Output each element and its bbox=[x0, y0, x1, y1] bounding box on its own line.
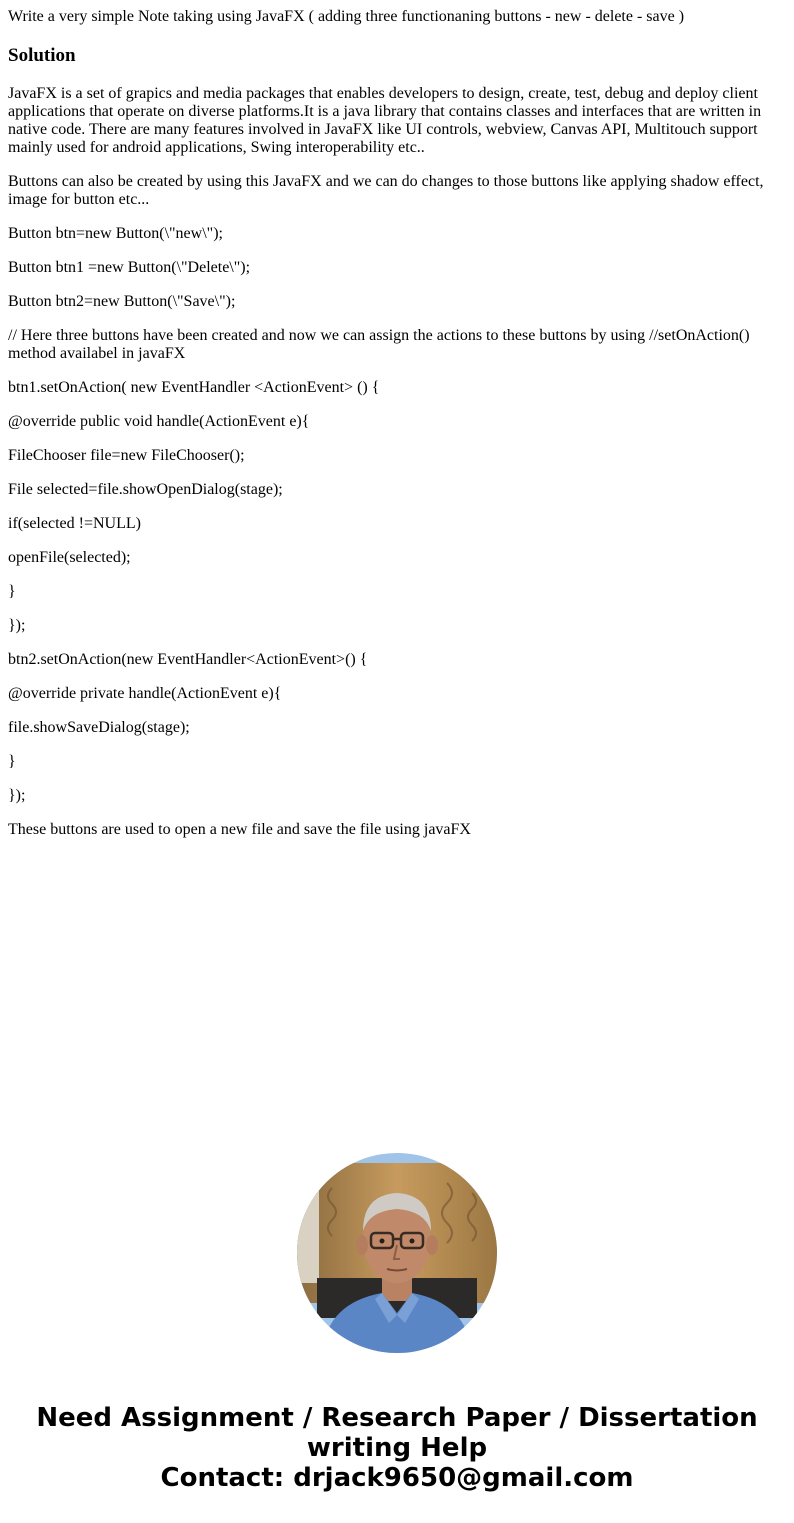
question-text: Write a very simple Note taking using JavaFX ( adding three functionaning buttons - new - delete - save ) bbox=[8, 8, 685, 25]
code-line: }); bbox=[8, 787, 26, 804]
code-line: Button btn2=new Button(\"Save\"); bbox=[8, 293, 236, 310]
paragraph: Buttons can also be created by using this JavaFX and we can do changes to those buttons like applying shadow effect, image for button etc... bbox=[8, 173, 764, 208]
promo-line: Need Assignment / Research Paper / Dissertation bbox=[36, 1403, 758, 1433]
code-line: btn1.setOnAction( new EventHandler <ActionEvent> () { bbox=[8, 379, 380, 396]
code-line: Button btn1 =new Button(\"Delete\"); bbox=[8, 259, 251, 276]
code-line: }); bbox=[8, 617, 26, 634]
code-comment: // Here three buttons have been created and now we can assign the actions to these buttons by using //setOnAction() method availabel in javaFX bbox=[8, 327, 750, 362]
paragraph: JavaFX is a set of grapics and media packages that enables developers to design, create, test, debug and deploy client applications that operate on diverse platforms.It is a java library that contains classes and interfaces that are written in native code. There are many features involved in JavaFX like UI controls, webview, Canvas API, Multitouch support mainly used for android applications, Swing interoperability etc.. bbox=[8, 85, 762, 156]
code-line: } bbox=[8, 753, 16, 770]
code-line: } bbox=[8, 583, 16, 600]
code-line: btn2.setOnAction(new EventHandler<ActionEvent>() { bbox=[8, 651, 368, 668]
solution-heading: Solution bbox=[8, 45, 76, 66]
person-portrait-icon bbox=[297, 1153, 497, 1353]
code-line: File selected=file.showOpenDialog(stage); bbox=[8, 481, 283, 498]
code-line: @override private handle(ActionEvent e){ bbox=[8, 685, 282, 702]
promo-contact: Contact: drjack9650@gmail.com bbox=[160, 1463, 634, 1493]
code-line: Button btn=new Button(\"new\"); bbox=[8, 225, 223, 242]
document-body bbox=[8, 8, 778, 839]
code-line: file.showSaveDialog(stage); bbox=[8, 719, 190, 736]
code-line: @override public void handle(ActionEvent e){ bbox=[8, 413, 310, 430]
promo-text bbox=[0, 1403, 794, 1493]
closing-paragraph: These buttons are used to open a new file and save the file using javaFX bbox=[8, 821, 471, 838]
promo-footer bbox=[0, 1153, 794, 1493]
code-line: openFile(selected); bbox=[8, 549, 131, 566]
code-line: if(selected !=NULL) bbox=[8, 515, 141, 532]
code-line: FileChooser file=new FileChooser(); bbox=[8, 447, 245, 464]
promo-line: writing Help bbox=[306, 1433, 488, 1463]
